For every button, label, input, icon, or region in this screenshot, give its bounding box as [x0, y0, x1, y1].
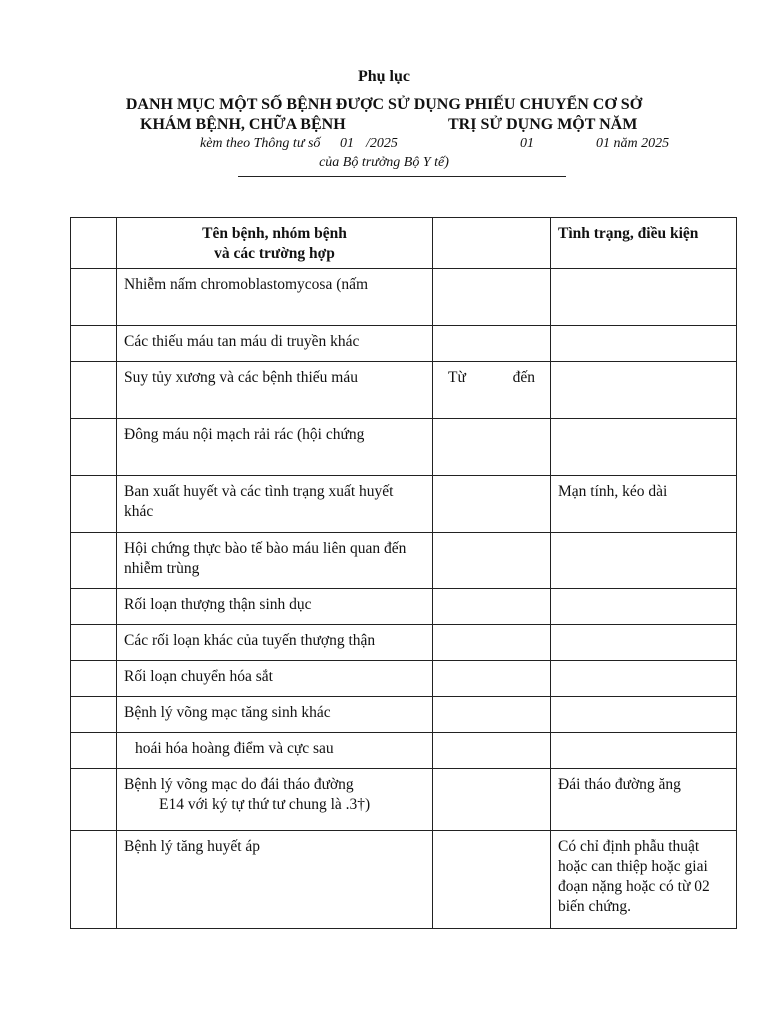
disease-table	[70, 217, 737, 929]
table-row	[71, 697, 737, 733]
table-row	[71, 733, 737, 769]
condition-cell	[551, 533, 737, 589]
disease-name: Các rối loạn khác của tuyến thượng thận	[117, 625, 433, 661]
disease-name-line1: Bệnh lý võng mạc do đái tháo đường	[124, 776, 354, 793]
table-row	[71, 533, 737, 589]
table-row	[71, 831, 737, 929]
table-row	[71, 326, 737, 362]
disease-name: Rối loạn chuyển hóa sắt	[117, 661, 433, 697]
header-divider	[238, 176, 566, 177]
table-row	[71, 589, 737, 625]
issuer-line: của Bộ trưởng Bộ Y tế)	[319, 155, 449, 170]
disease-name-line2: E14 với ký tự thứ tư chung là .3†)	[159, 796, 371, 813]
table-row	[71, 661, 737, 697]
condition-cell	[551, 733, 737, 769]
range-to-label: đến	[512, 369, 535, 386]
circular-year: /2025	[366, 136, 398, 151]
header-name-line2: và các trường hợp	[214, 245, 335, 262]
document-title-line1: DANH MỤC MỘT SỐ BỆNH ĐƯỢC SỬ DỤNG PHIẾU CHUYỂN CƠ SỞ	[125, 96, 643, 113]
condition-cell: Có chỉ định phẫu thuật hoặc can thiệp hoặc giai đoạn nặng hoặc có từ 02 biến chứng.	[551, 831, 737, 929]
condition-cell	[551, 326, 737, 362]
appendix-label: Phụ lục	[357, 68, 410, 85]
disease-name: Ban xuất huyết và các tình trạng xuất huyết khác	[117, 476, 433, 533]
disease-name	[117, 769, 433, 831]
condition-cell	[551, 362, 737, 419]
table-row	[71, 769, 737, 831]
circular-month-year: 01 năm 2025	[596, 136, 670, 151]
table-row	[71, 625, 737, 661]
circular-prefix: kèm theo Thông tư số	[200, 136, 321, 151]
table-row	[71, 362, 737, 419]
condition-cell: Đái tháo đường ăng	[551, 769, 737, 831]
header-name-line1: Tên bệnh, nhóm bệnh	[202, 225, 347, 242]
header-condition-cell: Tình trạng, điều kiện	[551, 218, 737, 269]
header-middle-cell	[433, 218, 551, 269]
disease-name: Hội chứng thực bào tế bào máu liên quan đến nhiễm trùng	[117, 533, 433, 589]
disease-name: hoái hóa hoàng điểm và cực sau	[117, 733, 433, 769]
document-title-line2a: KHÁM BỆNH, CHỮA BỆNH	[140, 116, 346, 133]
disease-name: Các thiếu máu tan máu di truyền khác	[117, 326, 433, 362]
table-row	[71, 476, 737, 533]
disease-name: Nhiễm nấm chromoblastomycosa (nấm	[117, 269, 433, 326]
document-title-line2b: TRỊ SỬ DỤNG MỘT NĂM	[448, 116, 638, 133]
header-index-cell	[71, 218, 117, 269]
table-header-row	[71, 218, 737, 269]
condition-cell	[551, 589, 737, 625]
disease-name: Suy tủy xương và các bệnh thiếu máu	[117, 362, 433, 419]
disease-name: Rối loạn thượng thận sinh dục	[117, 589, 433, 625]
circular-number: 01	[340, 136, 354, 151]
disease-name: Đông máu nội mạch rải rác (hội chứng	[117, 419, 433, 476]
condition-cell	[551, 661, 737, 697]
condition-cell	[551, 625, 737, 661]
condition-cell	[551, 419, 737, 476]
disease-name: Bệnh lý võng mạc tăng sinh khác	[117, 697, 433, 733]
table-row	[71, 419, 737, 476]
condition-cell: Mạn tính, kéo dài	[551, 476, 737, 533]
circular-day: 01	[520, 136, 534, 151]
condition-cell	[551, 697, 737, 733]
range-from-label: Từ	[448, 369, 466, 386]
table-row	[71, 269, 737, 326]
header-name-cell	[117, 218, 433, 269]
disease-name: Bệnh lý tăng huyết áp	[117, 831, 433, 929]
condition-cell	[551, 269, 737, 326]
